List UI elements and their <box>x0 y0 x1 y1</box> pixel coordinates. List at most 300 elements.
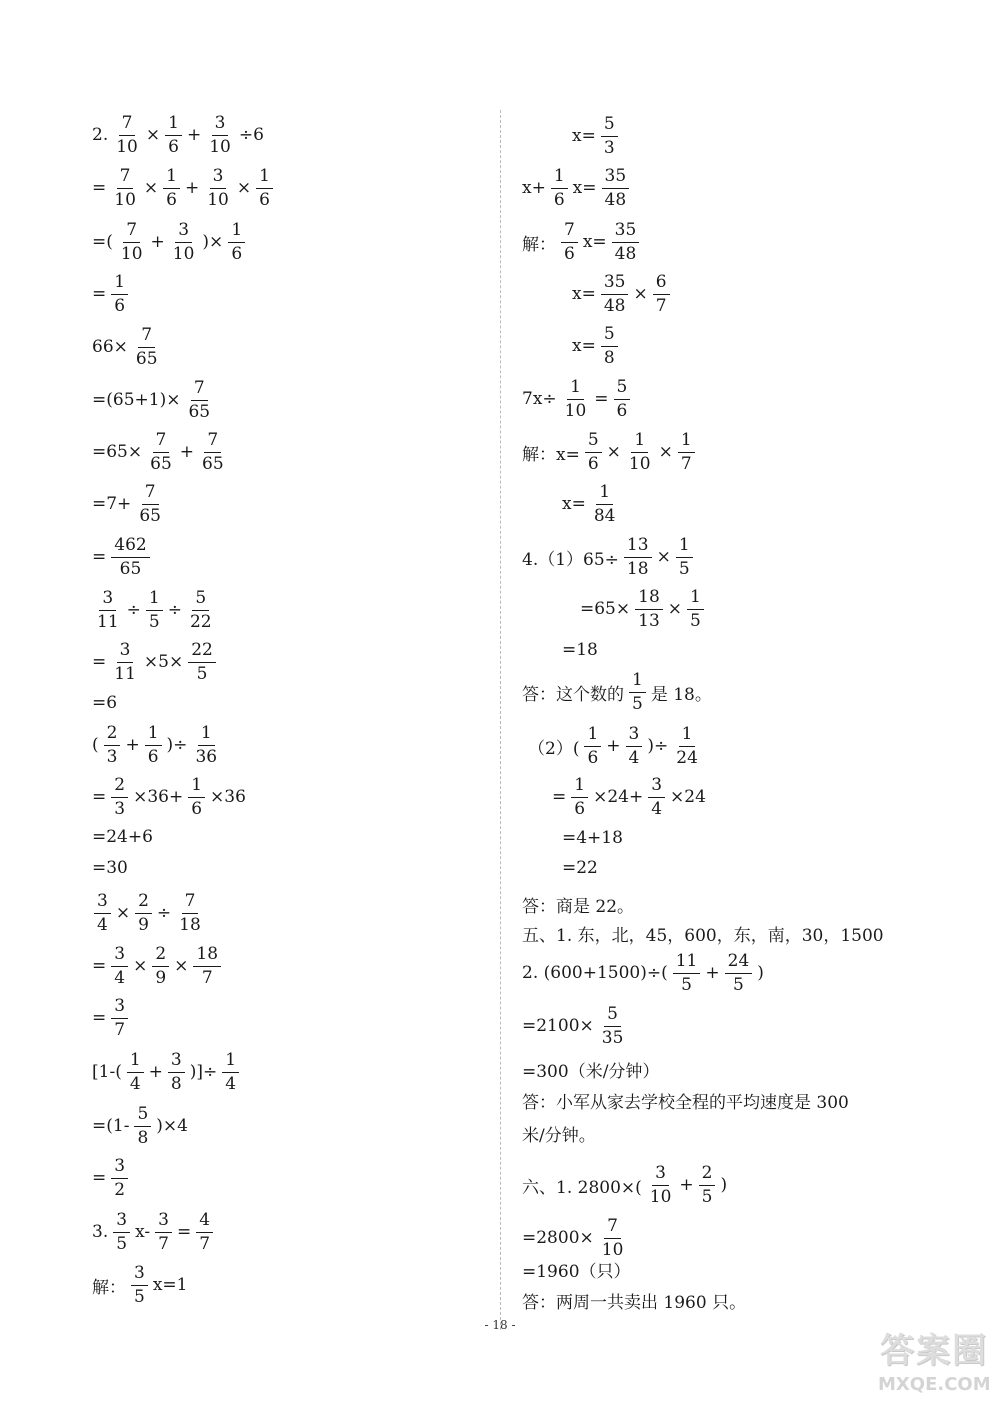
denominator: 6 <box>259 189 270 210</box>
fraction <box>653 271 670 316</box>
right_column-line <box>522 1155 727 1215</box>
denominator: 4 <box>114 967 126 988</box>
denominator: 6 <box>564 243 575 264</box>
fraction <box>601 113 618 158</box>
denominator: 65 <box>119 558 142 579</box>
numerator: 5 <box>585 432 602 453</box>
text-segment: = <box>176 1222 192 1242</box>
text-segment: 解： <box>92 1277 126 1298</box>
left_column-line <box>92 474 166 534</box>
fraction <box>676 534 693 579</box>
numerator: 1 <box>679 726 696 747</box>
fraction <box>131 1262 148 1307</box>
right_column-line <box>522 1103 596 1163</box>
fraction <box>187 587 215 632</box>
fraction <box>629 669 646 714</box>
denominator: 7 <box>201 967 213 988</box>
text-segment: x= <box>582 232 607 252</box>
left_column-line <box>92 422 229 482</box>
text-segment: 2. (600+1500)÷( <box>522 963 668 983</box>
denominator: 35 <box>601 1027 624 1048</box>
right_column-line <box>522 943 764 1003</box>
numerator: 7 <box>204 432 221 453</box>
text-segment: ÷ <box>156 903 172 923</box>
fraction <box>673 950 701 995</box>
denominator: 10 <box>209 136 231 157</box>
numerator: 1 <box>567 379 584 400</box>
denominator: 5 <box>196 663 208 684</box>
text-segment: ) <box>757 963 764 983</box>
numerator: 3 <box>212 115 229 136</box>
right_column-line <box>572 264 672 324</box>
denominator: 48 <box>614 243 637 264</box>
left_column-line <box>92 1042 241 1102</box>
numerator: 13 <box>624 537 652 558</box>
numerator: 7 <box>191 380 208 401</box>
denominator: 4 <box>628 747 640 768</box>
text-segment: =7+ <box>92 494 132 514</box>
numerator: 3 <box>626 726 643 747</box>
fraction <box>127 1049 144 1094</box>
numerator: 1 <box>188 777 205 798</box>
text-segment: + <box>148 1062 163 1082</box>
denominator: 5 <box>134 1286 145 1307</box>
numerator: 1 <box>111 274 128 295</box>
text-segment: + <box>125 735 140 755</box>
denominator: 6 <box>147 746 159 767</box>
right_column-line <box>522 369 632 429</box>
fraction <box>648 774 665 819</box>
denominator: 10 <box>120 243 143 264</box>
fraction <box>133 324 161 369</box>
fraction <box>601 271 629 316</box>
numerator: 7 <box>182 893 199 914</box>
numerator: 6 <box>653 274 670 295</box>
fraction <box>111 943 128 988</box>
fraction <box>192 722 220 767</box>
denominator: 3 <box>106 746 118 767</box>
denominator: 4 <box>651 798 663 819</box>
left_column-line <box>92 715 222 775</box>
text-segment: = <box>92 652 107 672</box>
numerator: 3 <box>175 222 192 243</box>
text-segment: =2800× <box>522 1228 594 1248</box>
denominator: 11 <box>114 663 136 684</box>
fraction <box>176 890 204 935</box>
denominator: 6 <box>191 798 203 819</box>
watermark-site: MXQE.COM <box>878 1374 991 1395</box>
numerator: 3 <box>99 590 116 611</box>
numerator: 24 <box>725 953 753 974</box>
numerator: 7 <box>138 327 155 348</box>
numerator: 1 <box>571 777 588 798</box>
denominator: 65 <box>135 348 158 369</box>
denominator: 10 <box>628 453 651 474</box>
numerator: 7 <box>604 1218 621 1239</box>
denominator: 3 <box>603 137 615 158</box>
fraction <box>673 723 701 768</box>
fraction <box>134 1103 151 1148</box>
numerator: 5 <box>134 1106 151 1127</box>
fraction <box>94 890 111 935</box>
fraction <box>228 219 245 264</box>
denominator: 4 <box>97 914 108 935</box>
numerator: 2 <box>111 777 128 798</box>
fraction <box>118 219 146 264</box>
denominator: 7 <box>114 1019 126 1040</box>
left_column-line <box>92 317 163 377</box>
right_column-line <box>572 106 620 166</box>
denominator: 8 <box>603 347 615 368</box>
numerator: 18 <box>193 946 221 967</box>
page-number: - 18 - <box>484 1318 516 1332</box>
denominator: 6 <box>616 400 628 421</box>
text-segment: × <box>656 547 671 567</box>
text-segment: ×24+ <box>593 787 644 807</box>
text-segment: =(65+1)× <box>92 390 181 410</box>
numerator: 2 <box>104 725 121 746</box>
text-segment: =18 <box>562 640 598 660</box>
fraction <box>561 219 578 264</box>
denominator: 10 <box>207 189 229 210</box>
denominator: 13 <box>638 610 660 631</box>
denominator: 48 <box>604 189 627 210</box>
numerator: 1 <box>165 115 182 136</box>
right_column-line <box>522 158 631 218</box>
fraction <box>155 1209 172 1254</box>
numerator: 1 <box>127 1052 144 1073</box>
fraction <box>165 112 182 157</box>
text-segment: ) <box>720 1175 728 1195</box>
denominator: 10 <box>564 400 587 421</box>
fraction <box>111 165 139 210</box>
denominator: 7 <box>655 295 667 316</box>
right_column-line <box>522 422 697 482</box>
numerator: 3 <box>131 1265 148 1286</box>
text-segment: x= <box>572 178 597 198</box>
denominator: 3 <box>114 798 126 819</box>
text-segment: ×36+ <box>133 787 184 807</box>
denominator: 6 <box>574 798 586 819</box>
numerator: 2 <box>135 893 152 914</box>
left_column-line <box>92 527 152 587</box>
denominator: 6 <box>114 295 126 316</box>
text-segment: =22 <box>562 858 598 878</box>
right_column-line <box>522 662 712 722</box>
fraction <box>170 219 198 264</box>
numerator: 35 <box>601 274 629 295</box>
text-segment: 米/分钟。 <box>522 1125 596 1146</box>
text-segment: 解：x= <box>522 444 580 465</box>
fraction <box>602 165 630 210</box>
text-segment: 是 18。 <box>650 684 712 705</box>
text-segment: x= <box>572 126 596 146</box>
fraction <box>185 377 213 422</box>
text-segment: =6 <box>92 693 118 713</box>
fraction <box>113 112 141 157</box>
text-segment: = <box>92 1168 107 1188</box>
numerator: 1 <box>256 168 273 189</box>
watermark-logo: 答案圈 <box>880 1330 988 1371</box>
fraction <box>168 1049 185 1094</box>
fraction <box>584 723 601 768</box>
fraction <box>699 1162 716 1207</box>
text-segment: + <box>606 736 621 756</box>
denominator: 5 <box>701 1186 713 1207</box>
text-segment: 答：两周一共卖出 1960 只。 <box>522 1292 747 1313</box>
fraction <box>601 323 618 368</box>
numerator: 3 <box>210 168 227 189</box>
fraction <box>188 774 205 819</box>
numerator: 1 <box>551 168 568 189</box>
numerator: 3 <box>111 946 128 967</box>
fraction <box>206 112 234 157</box>
fraction <box>94 587 122 632</box>
text-segment: ×5× <box>143 652 184 672</box>
text-segment: 五、1. 东，北，45，600，东，南，30，1500 <box>522 925 884 946</box>
numerator: 1 <box>228 222 245 243</box>
fraction <box>147 429 175 474</box>
text-segment: （2）( <box>528 738 580 759</box>
numerator: 22 <box>188 642 216 663</box>
text-segment: 3. <box>92 1222 109 1242</box>
text-segment: x+ <box>522 178 546 198</box>
fraction <box>136 481 164 526</box>
numerator: 1 <box>584 726 601 747</box>
text-segment: =( <box>92 232 113 252</box>
numerator: 4 <box>196 1212 213 1233</box>
text-segment: =2100× <box>522 1016 594 1036</box>
denominator: 6 <box>168 136 179 157</box>
text-segment: × <box>658 442 673 462</box>
fraction <box>135 890 152 935</box>
text-segment: × <box>174 956 189 976</box>
denominator: 5 <box>678 558 690 579</box>
fraction <box>624 534 652 579</box>
denominator: 10 <box>649 1186 672 1207</box>
numerator: 5 <box>604 1006 621 1027</box>
numerator: 1 <box>629 672 646 693</box>
watermark <box>878 1322 990 1402</box>
left_column-line <box>92 936 223 996</box>
fraction <box>204 165 232 210</box>
left_column-line <box>92 264 130 324</box>
text-segment: ×24 <box>670 787 706 807</box>
text-segment: ( <box>92 735 99 755</box>
denominator: 18 <box>626 558 649 579</box>
fraction <box>647 1162 675 1207</box>
text-segment: =65× <box>580 599 631 619</box>
fraction <box>193 943 221 988</box>
denominator: 24 <box>676 747 698 768</box>
fraction <box>585 429 602 474</box>
numerator: 1 <box>676 537 693 558</box>
text-segment: + <box>184 178 200 198</box>
fraction <box>199 429 227 474</box>
denominator: 8 <box>170 1073 182 1094</box>
text-segment: × <box>143 178 159 198</box>
numerator: 35 <box>612 222 640 243</box>
numerator: 7 <box>119 115 136 136</box>
numerator: 11 <box>673 953 701 974</box>
text-segment: x- <box>135 1222 151 1242</box>
text-segment: = <box>92 956 107 976</box>
text-segment: 4.（1）65÷ <box>522 549 619 570</box>
numerator: 3 <box>117 642 134 663</box>
fraction <box>111 271 128 316</box>
text-segment: + <box>186 125 202 145</box>
fraction <box>562 376 590 421</box>
text-segment: )×4 <box>156 1116 188 1136</box>
numerator: 3 <box>652 1165 669 1186</box>
left_column-line <box>92 1096 188 1156</box>
denominator: 5 <box>148 611 160 632</box>
numerator: 1 <box>163 168 180 189</box>
fraction <box>626 429 654 474</box>
denominator: 65 <box>188 401 211 422</box>
text-segment: × <box>606 442 621 462</box>
denominator: 48 <box>603 295 626 316</box>
text-segment: )÷ <box>166 735 188 755</box>
denominator: 2 <box>114 1179 126 1200</box>
left_column-line <box>92 988 130 1048</box>
denominator: 5 <box>690 610 701 631</box>
denominator: 10 <box>601 1239 624 1260</box>
denominator: 10 <box>116 136 138 157</box>
left_column-line <box>92 1148 130 1208</box>
text-segment: × <box>667 599 683 619</box>
text-segment: × <box>115 903 131 923</box>
left_column-line <box>92 883 206 943</box>
left_column-line <box>92 1202 215 1262</box>
text-segment: + <box>705 963 720 983</box>
text-segment: + <box>679 1175 694 1195</box>
denominator: 7 <box>199 1233 211 1254</box>
fraction <box>612 219 640 264</box>
text-segment: = <box>92 787 107 807</box>
text-segment: 六、1. 2800×( <box>522 1177 642 1198</box>
text-segment: × <box>633 284 648 304</box>
denominator: 5 <box>733 974 744 995</box>
text-segment: × <box>145 125 161 145</box>
denominator: 65 <box>139 505 161 526</box>
text-segment: ÷ <box>126 600 141 620</box>
fraction <box>196 1209 213 1254</box>
fraction <box>145 722 162 767</box>
numerator: 35 <box>602 168 630 189</box>
denominator: 18 <box>179 914 201 935</box>
numerator: 1 <box>145 725 162 746</box>
denominator: 10 <box>114 189 136 210</box>
fraction <box>188 639 216 684</box>
fraction <box>626 723 643 768</box>
text-segment: = <box>92 178 107 198</box>
numerator: 1 <box>631 432 648 453</box>
text-segment: =65× <box>92 442 143 462</box>
fraction <box>725 950 753 995</box>
text-segment: = <box>92 284 107 304</box>
text-segment: )× <box>202 232 224 252</box>
denominator: 36 <box>195 746 218 767</box>
numerator: 3 <box>111 998 128 1019</box>
denominator: 6 <box>231 243 243 264</box>
left_column-line <box>92 212 247 272</box>
denominator: 6 <box>587 453 599 474</box>
column-divider <box>500 110 501 1330</box>
text-segment: ×36 <box>210 787 246 807</box>
fraction <box>113 1209 130 1254</box>
text-segment: 7x÷ <box>522 389 557 409</box>
numerator: 5 <box>601 116 618 137</box>
text-segment: =(1- <box>92 1116 130 1136</box>
left_column-line <box>92 1255 187 1315</box>
denominator: 5 <box>632 693 643 714</box>
fraction <box>551 165 568 210</box>
numerator: 1 <box>687 589 704 610</box>
denominator: 5 <box>116 1233 128 1254</box>
denominator: 10 <box>172 243 195 264</box>
left_column-line <box>92 370 215 430</box>
numerator: 3 <box>111 1158 128 1179</box>
text-segment: 2. <box>92 125 109 145</box>
fraction <box>635 586 663 631</box>
denominator: 5 <box>681 974 692 995</box>
numerator: 7 <box>142 484 159 505</box>
denominator: 6 <box>166 189 177 210</box>
denominator: 22 <box>189 611 212 632</box>
denominator: 7 <box>158 1233 169 1254</box>
right_column-line <box>572 316 620 376</box>
text-segment: = <box>594 389 609 409</box>
fraction <box>104 722 121 767</box>
text-segment: + <box>150 232 165 252</box>
numerator: 7 <box>123 222 140 243</box>
fraction <box>152 943 169 988</box>
denominator: 65 <box>150 453 172 474</box>
denominator: 4 <box>129 1073 141 1094</box>
fraction <box>163 165 180 210</box>
denominator: 9 <box>138 914 149 935</box>
fraction <box>256 165 273 210</box>
denominator: 8 <box>137 1127 149 1148</box>
numerator: 3 <box>648 777 665 798</box>
numerator: 7 <box>153 432 170 453</box>
text-segment: 答：商是 22。 <box>522 896 635 917</box>
right_column-line <box>562 474 620 534</box>
fraction <box>687 586 704 631</box>
text-segment: =30 <box>92 858 128 878</box>
text-segment: ÷6 <box>238 125 264 145</box>
text-segment: 解： <box>522 234 556 255</box>
text-segment: = <box>92 1008 107 1028</box>
text-segment: =1960（只） <box>522 1261 631 1282</box>
numerator: 5 <box>192 590 209 611</box>
fraction <box>111 995 128 1040</box>
denominator: 6 <box>587 747 599 768</box>
text-segment: )]÷ <box>189 1062 218 1082</box>
text-segment: x= <box>562 494 586 514</box>
text-segment: =4+18 <box>562 828 623 848</box>
numerator: 3 <box>155 1212 172 1233</box>
left_column-line <box>92 105 264 165</box>
denominator: 11 <box>97 611 119 632</box>
text-segment: x=1 <box>152 1275 188 1295</box>
text-segment: =24+6 <box>92 827 153 847</box>
text-segment: )÷ <box>647 736 669 756</box>
text-segment: 答：小军从家去学校全程的平均速度是 300 <box>522 1092 849 1113</box>
denominator: 9 <box>155 967 167 988</box>
right_column-line <box>522 527 695 587</box>
